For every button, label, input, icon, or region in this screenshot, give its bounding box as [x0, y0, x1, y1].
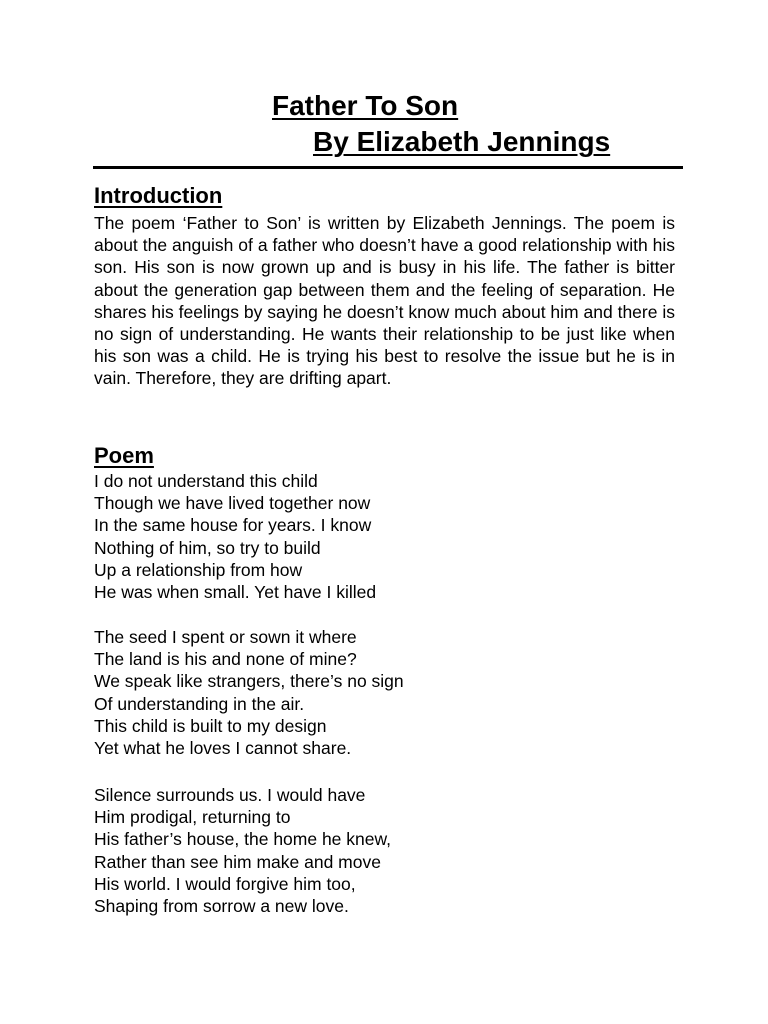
- introduction-paragraph: The poem ‘Father to Son’ is written by Elizabeth Jennings. The poem is about the anguish of a father who doesn’t have a good relationship with his son. His son is now grown up and is busy in his life. The father is bitter about the generation gap between them and the feeling of separation. He shares his feelings by saying he doesn’t know much about him and there is no sign of understanding. He wants their relationship to be just like when his son was a child. He is trying his best to resolve the issue but he is in vain. Therefore, they are drifting apart.: [94, 213, 675, 389]
- poem-line: Silence surrounds us. I would have: [94, 785, 366, 805]
- introduction-heading: Introduction: [94, 183, 223, 208]
- poem-line: Of understanding in the air.: [94, 693, 305, 714]
- poem-line: His world. I would forgive him too,: [94, 873, 356, 894]
- poem-stanza-1: [94, 470, 614, 603]
- poem-line: He was when small. Yet have I killed: [94, 582, 377, 603]
- poem-line: Yet what he loves I cannot share.: [94, 738, 352, 759]
- title-divider: [93, 166, 683, 169]
- poem-line: We speak like strangers, there’s no sign: [94, 671, 404, 692]
- poem-line: Rather than see him make and move: [94, 851, 381, 872]
- poem-line: Him prodigal, returning to: [94, 807, 291, 828]
- poem-stanza-2: [94, 626, 614, 759]
- poem-heading: Poem: [94, 443, 154, 468]
- poem-line: Nothing of him, so try to build: [94, 537, 321, 558]
- poem-stanza-3: [94, 784, 614, 917]
- poem-line: His father’s house, the home he knew,: [94, 829, 392, 850]
- poem-line: Up a relationship from how: [94, 559, 303, 580]
- poem-line: I do not understand this child: [94, 471, 318, 491]
- poem-line: This child is built to my design: [94, 715, 327, 736]
- poem-line: Though we have lived together now: [94, 493, 371, 514]
- author-line: By Elizabeth Jennings: [313, 126, 611, 157]
- poem-line: The seed I spent or sown it where: [94, 627, 357, 647]
- document-title: Father To Son: [272, 90, 459, 121]
- poem-line: Shaping from sorrow a new love.: [94, 896, 349, 917]
- poem-line: In the same house for years. I know: [94, 515, 372, 536]
- poem-line: The land is his and none of mine?: [94, 649, 357, 670]
